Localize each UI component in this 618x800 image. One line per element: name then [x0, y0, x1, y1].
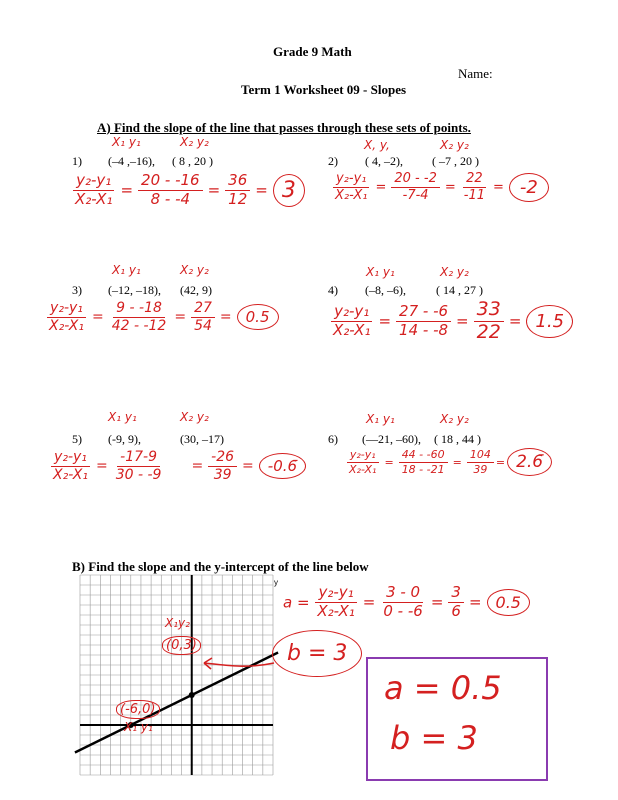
section-a-heading: A) Find the slope of the line that passes through these sets of points. [97, 120, 471, 135]
fraction-numerator: 22 [463, 172, 486, 188]
fraction-numerator: 36 [225, 173, 250, 191]
p3-label2: X₂ y₂ [180, 263, 209, 277]
fraction-numerator: 33 [474, 300, 504, 322]
problem-2-point1: ( 4, –2), [365, 154, 403, 168]
fraction-denominator: 12 [228, 189, 248, 208]
point-b [189, 692, 195, 698]
substitution-denominator: 14 - -8 [399, 320, 449, 339]
problem-6-work: $\frac{\text{y₂-y₁}}{\text{X₂-X₁}}$ = $\frac{44 - -60}{18 - -21}$ = $\frac{104}{39}$ = 2.6̄ [346, 448, 552, 476]
substitution-denominator: -7-4 [402, 187, 429, 203]
problem-5-work: $\frac{\text{y₂-y₁}}{\text{X₂-X₁}}$ = $\frac{-17-9}{30 - -9}$ = $\frac{-26}{39}$ = -0.6̄ [50, 450, 306, 482]
slope-answer: 1.5 [526, 305, 573, 338]
section-b-work: a = $\frac{\text{y₂-y₁}}{\text{X₂-X₁}}$ = $\frac{3 - 0}{0 - -6}$ = $\frac{3}{6}$ = 0.5 [283, 585, 530, 620]
formula-denominator: X₂-X₁ [349, 462, 377, 476]
fraction-numerator: 3 [448, 585, 464, 603]
formula-numerator: y₂-y₁ [73, 173, 114, 191]
p3-label1: X₁ y₁ [112, 263, 141, 277]
problem-3-number: 3) [72, 283, 82, 297]
fraction-denominator: -11 [463, 187, 485, 203]
worksheet-title: Term 1 Worksheet 09 - Slopes [241, 82, 407, 97]
p4-label2: X₂ y₂ [440, 265, 469, 279]
fraction-denominator: 54 [194, 317, 212, 334]
p5-label1: X₁ y₁ [108, 410, 137, 424]
point-a-vars: X₁ y₁ [124, 720, 153, 734]
problem-4-point2: ( 14 , 27 ) [436, 283, 483, 297]
name-label: Name: [458, 66, 493, 81]
formula-numerator: y₂-y₁ [347, 449, 379, 463]
p5-label2: X₂ y₂ [180, 410, 209, 424]
substitution-denominator: 42 - -12 [111, 317, 167, 334]
problem-2-work: $\frac{\text{y₂-y₁}}{\text{X₂-X₁}}$ = $\frac{20 - -2}{-7-4}$ = $\frac{22}{-11}$ = -2 [332, 172, 549, 202]
formula-denominator: X₂-X₁ [335, 187, 368, 203]
formula-numerator: y₂-y₁ [51, 450, 90, 467]
slope-answer: 0.5 [487, 589, 530, 616]
fraction-denominator: 39 [473, 462, 488, 476]
formula-denominator: X₂-X₁ [49, 317, 84, 334]
formula-denominator: X₂-X₁ [317, 601, 355, 620]
fraction-numerator: -26 [208, 450, 237, 467]
p6-label1: X₁ y₁ [366, 412, 395, 426]
formula-denominator: X₂-X₁ [333, 320, 371, 339]
p6-label2: X₂ y₂ [440, 412, 469, 426]
problem-1-number: 1) [72, 154, 82, 168]
formula-numerator: y₂-y₁ [331, 304, 372, 322]
p4-label1: X₁ y₁ [366, 265, 395, 279]
arrow-icon [196, 655, 276, 675]
substitution-numerator: -17-9 [117, 450, 160, 467]
formula-numerator: y₂-y₁ [47, 301, 86, 318]
final-intercept: b = 3 [390, 719, 478, 757]
substitution-numerator: 3 - 0 [383, 585, 423, 603]
fraction-numerator: 104 [467, 449, 494, 463]
formula-denominator: X₂-X₁ [75, 189, 113, 208]
fraction-denominator: 39 [213, 466, 232, 483]
point-b-label: (0,3) [162, 636, 201, 655]
problem-5-point2: (30, –17) [180, 432, 224, 446]
point-b-vars: X₁y₂ [165, 616, 190, 630]
problem-3-point1: (–12, –18), [108, 283, 161, 297]
problem-1-point1: (–4 ,–16), [108, 154, 155, 168]
problem-5-number: 5) [72, 432, 82, 446]
problem-4-point1: (–8, –6), [365, 283, 406, 297]
final-answer-box [366, 657, 548, 781]
substitution-denominator: 30 - -9 [115, 466, 162, 483]
slope-variable: a = [283, 593, 310, 612]
problem-6-point2: ( 18 , 44 ) [434, 432, 481, 446]
coordinate-grid [80, 575, 273, 775]
p2-label2: X₂ y₂ [440, 138, 469, 152]
p1-label2: X₂ y₂ [180, 135, 209, 149]
formula-denominator: X₂-X₁ [53, 466, 88, 483]
section-b-heading: B) Find the slope and the y-intercept of the line below [72, 559, 369, 574]
formula-numerator: y₂-y₁ [333, 172, 370, 188]
problem-2-point2: ( –7 , 20 ) [432, 154, 479, 168]
fraction-numerator: 27 [191, 301, 215, 318]
b-intercept-note: b = 3 [272, 630, 362, 677]
slope-answer: 2.6̄ [507, 448, 552, 476]
problem-6-number: 6) [328, 432, 338, 446]
substitution-denominator: 18 - -21 [401, 462, 445, 476]
y-axis-label: y [274, 578, 278, 587]
formula-numerator: y₂-y₁ [315, 585, 356, 603]
substitution-numerator: 20 - -2 [391, 172, 439, 188]
problem-1-work: $\frac{\text{y₂-y₁}}{\text{X₂-X₁}}$ = $\frac{20 - -16}{8 - -4}$ = $\frac{36}{12}$ = 3 [72, 173, 305, 208]
problem-1-point2: ( 8 , 20 ) [172, 154, 213, 168]
slope-answer: -0.6̄ [259, 453, 306, 479]
slope-answer: -2 [509, 173, 549, 202]
problem-5-point1: (-9, 9), [108, 432, 141, 446]
substitution-numerator: 9 - -18 [113, 301, 165, 318]
course-title: Grade 9 Math [273, 44, 352, 59]
substitution-numerator: 44 - -60 [399, 449, 448, 463]
slope-answer: 3 [273, 174, 305, 207]
problem-4-number: 4) [328, 283, 338, 297]
problem-2-number: 2) [328, 154, 338, 168]
substitution-numerator: 27 - -6 [396, 304, 451, 322]
problem-3-work: $\frac{\text{y₂-y₁}}{\text{X₂-X₁}}$ = $\frac{9 - -18}{42 - -12}$ = $\frac{27}{54}$ = 0.5 [46, 301, 279, 333]
substitution-denominator: 8 - -4 [150, 189, 191, 208]
fraction-denominator: 6 [451, 601, 461, 620]
final-slope: a = 0.5 [384, 669, 502, 707]
problem-6-point1: (—21, –60), [362, 432, 421, 446]
substitution-numerator: 20 - -16 [138, 173, 203, 191]
p2-label1: X, y, [364, 138, 390, 152]
fraction-denominator: 22 [476, 320, 501, 343]
p1-label1: X₁ y₁ [112, 135, 141, 149]
substitution-denominator: 0 - -6 [383, 601, 423, 620]
problem-4-work: $\frac{\text{y₂-y₁}}{\text{X₂-X₁}}$ = $\frac{27 - -6}{14 - -8}$ = $\frac{33}{22}$ = 1.5 [330, 300, 573, 343]
slope-answer: 0.5 [237, 304, 279, 330]
point-a-label: (-6,0) [116, 700, 160, 719]
problem-3-point2: (42, 9) [180, 283, 212, 297]
